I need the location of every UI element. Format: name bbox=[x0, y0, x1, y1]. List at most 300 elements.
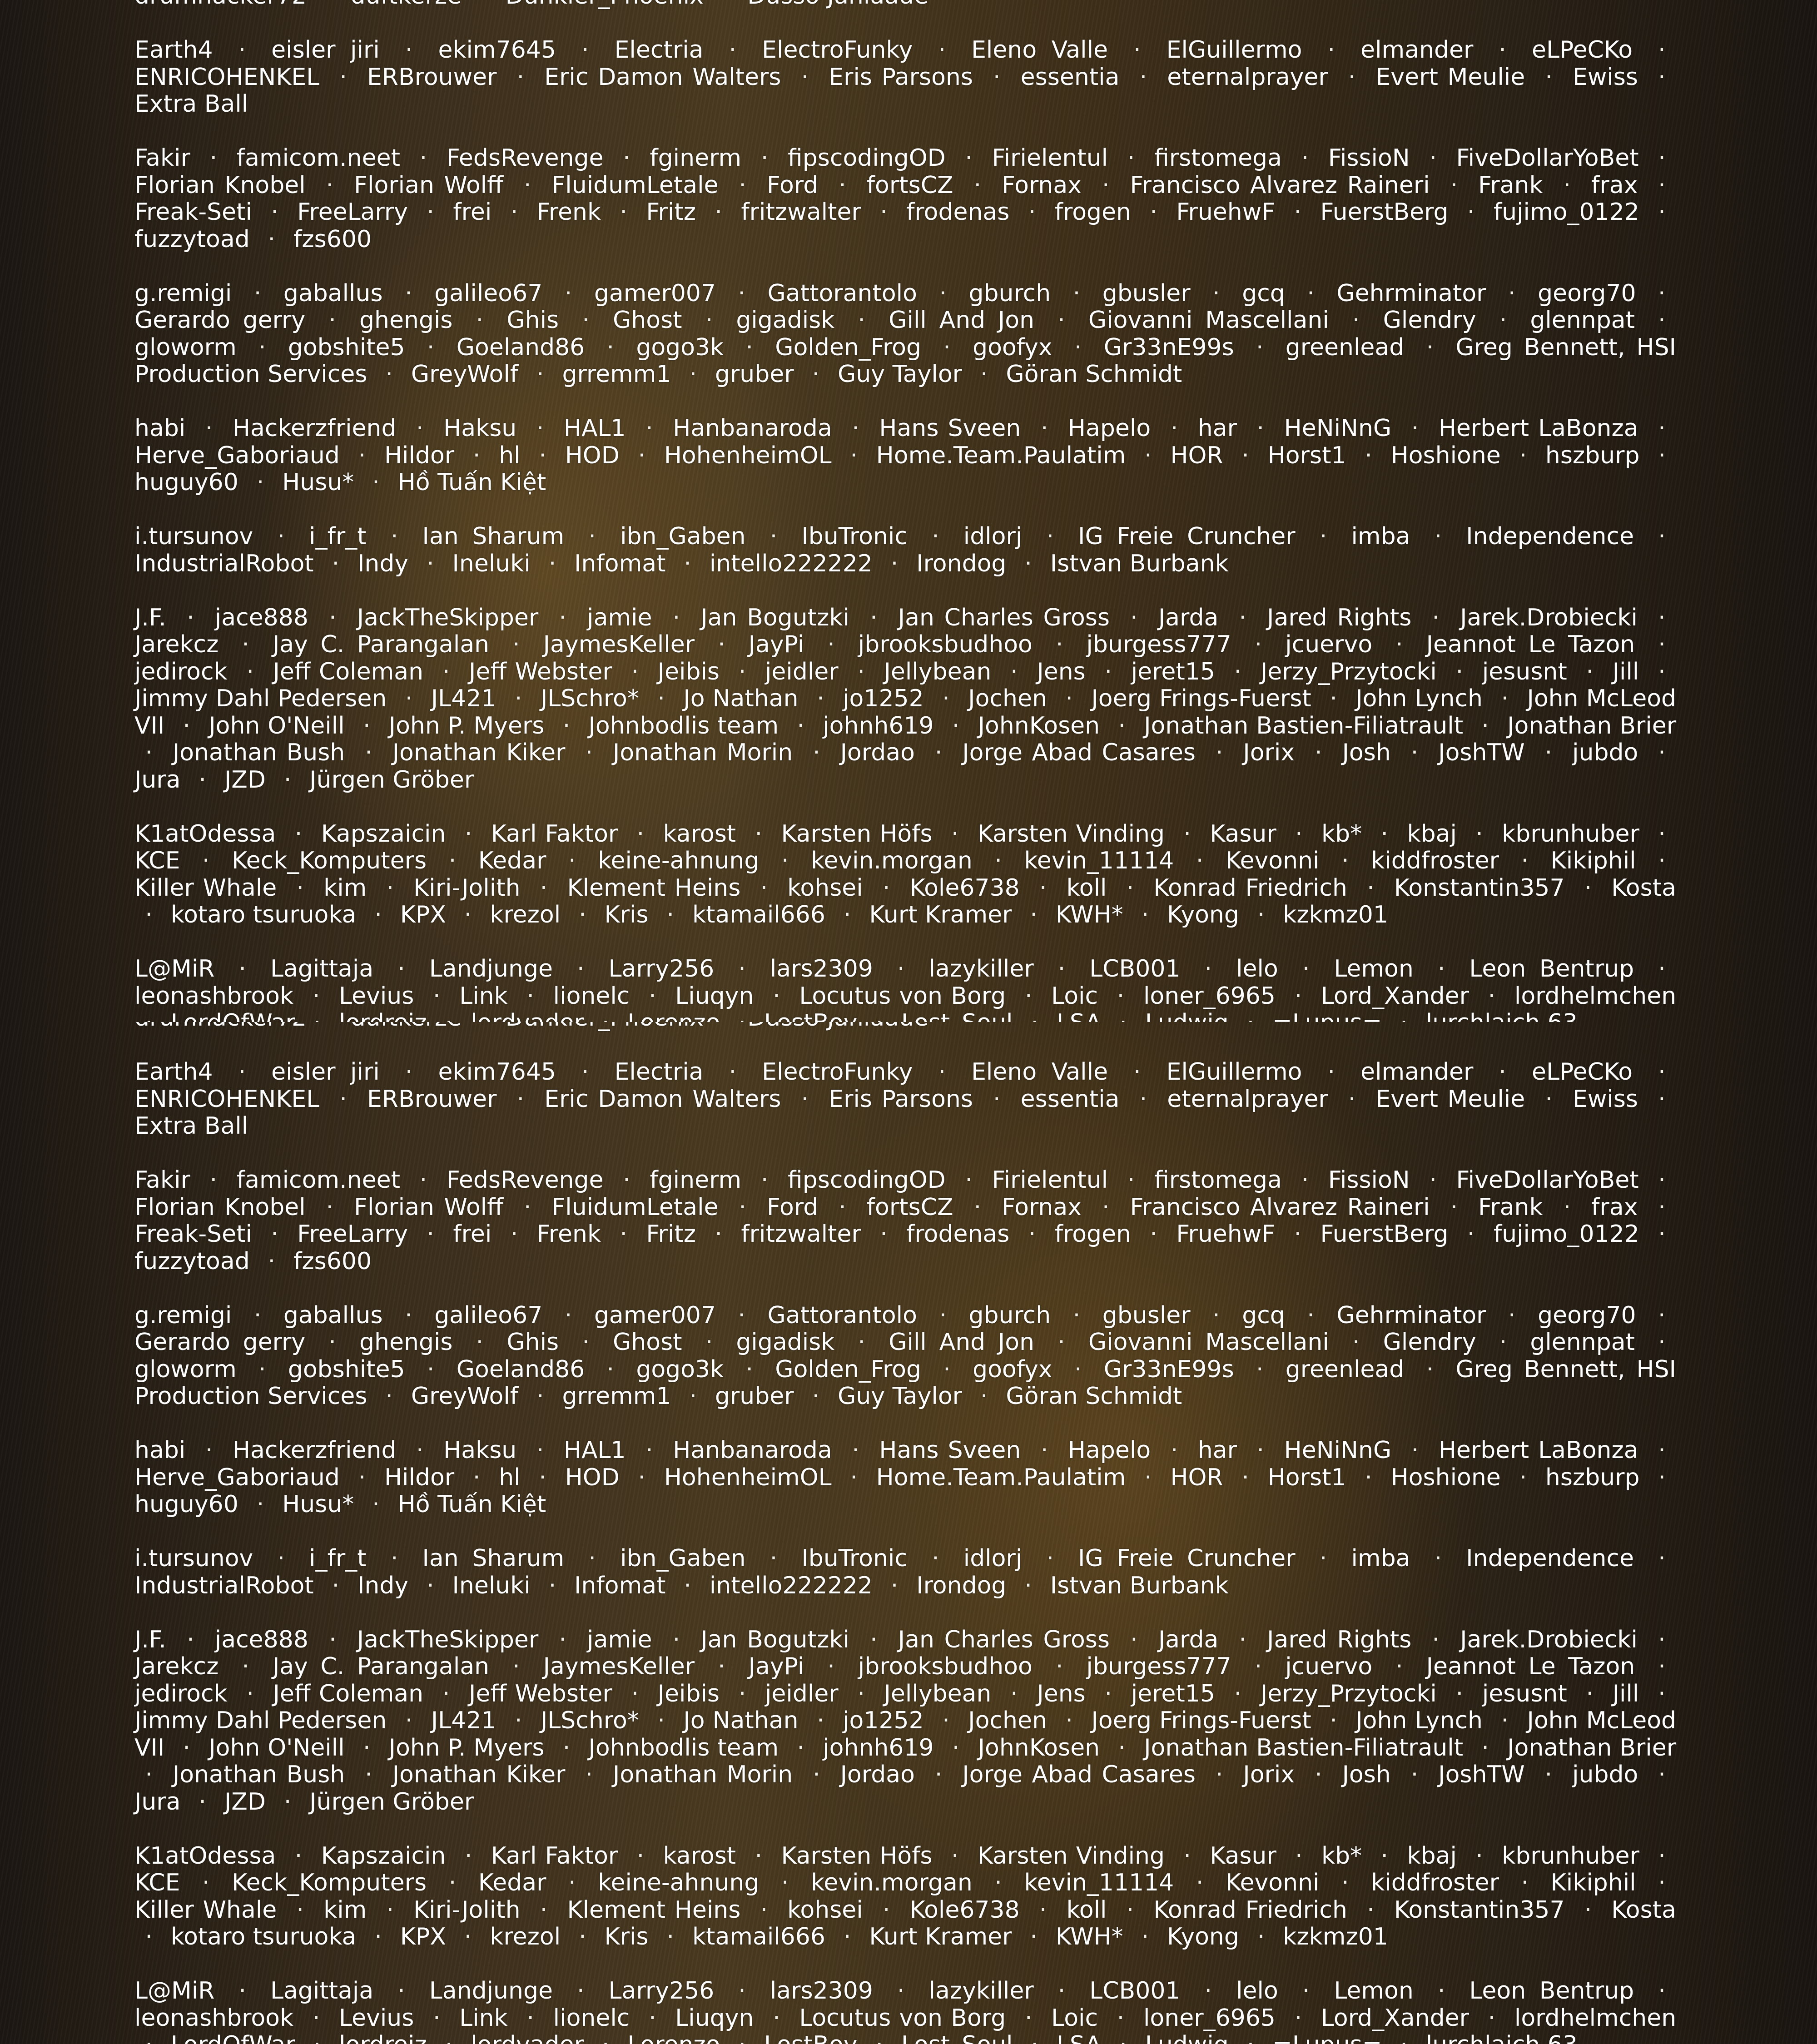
credit-name: Independence bbox=[1466, 523, 1634, 550]
credit-name: Kedar bbox=[478, 847, 546, 874]
separator-dot: · bbox=[134, 1761, 163, 1788]
credit-name: gogo3k bbox=[636, 1356, 724, 1383]
credit-name: eisler jiri bbox=[271, 36, 380, 64]
separator-dot: · bbox=[1123, 36, 1152, 64]
credit-name: idlorj bbox=[963, 1545, 1023, 1572]
separator-dot: · bbox=[1648, 1653, 1676, 1680]
credit-name: JLSchro* bbox=[541, 685, 639, 712]
separator-dot: · bbox=[984, 847, 1013, 874]
credit-name: firstomega bbox=[1154, 144, 1282, 172]
separator-dot: · bbox=[454, 820, 482, 848]
separator-dot: · bbox=[1488, 1058, 1517, 1086]
separator-dot: · bbox=[1648, 307, 1676, 334]
separator-dot: · bbox=[236, 1680, 264, 1707]
separator-dot: · bbox=[1509, 1464, 1537, 1491]
separator-dot: · bbox=[707, 1653, 736, 1680]
credit-name: John O'Neill bbox=[209, 712, 344, 739]
separator-dot: · bbox=[1465, 820, 1494, 848]
credit-name: fujimo_0122 bbox=[1494, 198, 1639, 226]
separator-dot: · bbox=[1648, 1545, 1676, 1572]
credit-name: huguy60 bbox=[134, 1491, 238, 1518]
credit-name: glennpat bbox=[1530, 1329, 1635, 1356]
separator-dot: · bbox=[802, 1761, 831, 1788]
credit-name: IndustrialRobot bbox=[134, 1572, 314, 1599]
credit-name: Independence bbox=[1466, 1545, 1634, 1572]
separator-dot: · bbox=[673, 1572, 702, 1599]
credit-name: kiddfroster bbox=[1371, 1869, 1499, 1896]
separator-dot: · bbox=[673, 550, 702, 577]
separator-dot: · bbox=[954, 1166, 983, 1194]
separator-dot: · bbox=[1471, 712, 1499, 739]
separator-dot: · bbox=[963, 1194, 992, 1221]
separator-dot: · bbox=[1415, 1356, 1444, 1383]
separator-dot: · bbox=[538, 1572, 566, 1599]
separator-dot: · bbox=[568, 901, 597, 928]
separator-dot: · bbox=[1331, 847, 1360, 874]
credit-name: firstomega bbox=[1154, 1166, 1282, 1194]
credit-name: Florian Knobel bbox=[134, 1194, 306, 1221]
separator-dot: · bbox=[1337, 64, 1366, 91]
separator-dot: · bbox=[817, 631, 845, 658]
separator-dot: · bbox=[707, 631, 736, 658]
credit-name: famicom.neet bbox=[237, 1166, 400, 1194]
credit-name: HohenheimOL bbox=[664, 442, 832, 469]
credit-name: FuerstBerg bbox=[1321, 198, 1449, 226]
separator-dot: · bbox=[231, 1653, 260, 1680]
separator-dot: · bbox=[750, 1166, 779, 1194]
credit-name: John McLeod VII bbox=[134, 1707, 1676, 1761]
credit-name: JZD bbox=[224, 766, 266, 794]
credit-name: Gattorantolo bbox=[768, 1302, 917, 1329]
separator-dot: · bbox=[1202, 1302, 1231, 1329]
separator-dot: · bbox=[1028, 1896, 1057, 1924]
credit-name: IndustrialRobot bbox=[134, 550, 314, 577]
credit-name: fipscodingOD bbox=[788, 1166, 946, 1194]
credit-name: John P. Myers bbox=[389, 712, 545, 739]
credit-name: Haksu bbox=[443, 415, 516, 442]
separator-dot: · bbox=[1415, 334, 1444, 361]
credit-name: fzs600 bbox=[293, 226, 372, 253]
separator-dot: · bbox=[394, 1302, 423, 1329]
credit-name: Fakir bbox=[134, 144, 190, 172]
credit-name: georg70 bbox=[1538, 1302, 1636, 1329]
separator-dot: · bbox=[744, 1842, 773, 1870]
credit-name: jburgess777 bbox=[1086, 631, 1231, 658]
credit-name: John Lynch bbox=[1355, 1707, 1483, 1734]
credit-name: Jo Nathan bbox=[683, 685, 798, 712]
separator-dot: · bbox=[504, 685, 533, 712]
credit-name: L@MiR bbox=[134, 955, 214, 982]
credit-name: Loic bbox=[1051, 982, 1098, 1010]
separator-dot: · bbox=[790, 64, 819, 91]
separator-dot: · bbox=[506, 64, 535, 91]
separator-dot: · bbox=[1223, 658, 1252, 685]
credit-name: Electria bbox=[615, 1058, 704, 1086]
separator-dot: · bbox=[529, 1896, 558, 1924]
separator-dot: · bbox=[880, 550, 908, 577]
credit-name: gaballus bbox=[283, 1302, 383, 1329]
credit-name: karost bbox=[663, 1842, 736, 1870]
separator-dot: · bbox=[364, 901, 392, 928]
credit-name: Eleno Valle bbox=[971, 36, 1108, 64]
credit-name: Electria bbox=[615, 36, 704, 64]
credit-name: Jan Charles Gross bbox=[898, 604, 1110, 631]
separator-dot: · bbox=[847, 658, 875, 685]
credit-name: Jerzy_Przytocki bbox=[1261, 1680, 1437, 1707]
separator-dot: · bbox=[1510, 1869, 1539, 1896]
credit-name: leonashbrook bbox=[134, 2004, 293, 2032]
separator-dot: · bbox=[376, 874, 404, 902]
separator-dot: · bbox=[1134, 1464, 1162, 1491]
credit-name: g.remigi bbox=[134, 1302, 232, 1329]
separator-dot: · bbox=[695, 307, 723, 334]
credit-name: huguy60 bbox=[134, 469, 238, 496]
separator-dot: · bbox=[284, 820, 313, 848]
separator-dot: · bbox=[134, 739, 163, 766]
credit-name: ibn_Gaben bbox=[620, 1545, 746, 1572]
separator-dot: · bbox=[928, 280, 957, 307]
separator-dot: · bbox=[1107, 712, 1136, 739]
separator-dot: · bbox=[1291, 1977, 1320, 2004]
credit-name: Gehrminator bbox=[1336, 1302, 1486, 1329]
separator-dot: · bbox=[194, 415, 223, 442]
credit-name: Ford bbox=[767, 172, 818, 199]
credit-name: Johnbodlis team bbox=[589, 1734, 779, 1761]
separator-dot: · bbox=[1342, 307, 1370, 334]
credit-name: i_fr_t bbox=[309, 523, 367, 550]
credit-name: Eleno Valle bbox=[971, 1058, 1108, 1086]
separator-dot: · bbox=[1106, 2004, 1135, 2032]
separator-dot: · bbox=[409, 1166, 437, 1194]
credit-name: hszburp bbox=[1545, 442, 1640, 469]
credit-name: koll bbox=[1067, 874, 1107, 902]
credit-name: J.F. bbox=[134, 1626, 166, 1653]
credit-name: KCE bbox=[134, 1869, 180, 1896]
separator-dot: · bbox=[1030, 1437, 1058, 1464]
credit-name: JLSchro* bbox=[541, 1707, 639, 1734]
credit-name: Jimmy Dahl Pedersen bbox=[134, 685, 387, 712]
credit-name: Ian Sharum bbox=[422, 523, 565, 550]
credit-name: frei bbox=[453, 198, 491, 226]
credit-name: jo1252 bbox=[843, 685, 924, 712]
separator-dot: · bbox=[828, 1194, 857, 1221]
separator-dot: · bbox=[983, 1086, 1011, 1113]
separator-dot: · bbox=[735, 1356, 764, 1383]
credit-name: FreeLarry bbox=[297, 1220, 408, 1248]
separator-dot: · bbox=[771, 847, 799, 874]
separator-dot: · bbox=[575, 739, 603, 766]
separator-dot: · bbox=[417, 334, 445, 361]
separator-dot: · bbox=[1028, 874, 1057, 902]
separator-dot: · bbox=[506, 1086, 535, 1113]
credit-name: Kedar bbox=[478, 1869, 546, 1896]
credit-name: frodenas bbox=[906, 198, 1009, 226]
credit-name: Haksu bbox=[443, 1437, 516, 1464]
separator-dot: · bbox=[228, 955, 257, 982]
credit-name: habi bbox=[134, 1437, 185, 1464]
separator-dot: · bbox=[528, 1464, 557, 1491]
credit-name: Ewiss bbox=[1573, 64, 1638, 91]
separator-dot: · bbox=[558, 1869, 586, 1896]
separator-dot: · bbox=[453, 901, 482, 928]
credit-name: Firielentul bbox=[992, 144, 1108, 172]
credit-name: Lord_Xander bbox=[1321, 982, 1469, 1010]
credit-name: gcq bbox=[1242, 1302, 1285, 1329]
separator-dot: · bbox=[526, 361, 555, 388]
credit-name: FissioN bbox=[1328, 1166, 1410, 1194]
separator-dot: · bbox=[192, 1869, 220, 1896]
separator-dot: · bbox=[352, 1734, 381, 1761]
credit-name: Hoshione bbox=[1391, 442, 1501, 469]
separator-dot: · bbox=[1246, 415, 1275, 442]
credit-name: Jorge Abad Casares bbox=[962, 1761, 1196, 1788]
separator-dot: · bbox=[1440, 172, 1468, 199]
credit-name: Gill And Jon bbox=[889, 307, 1034, 334]
credit-name: FruehwF bbox=[1176, 198, 1275, 226]
credit-name: Home.Team.Paulatim bbox=[876, 442, 1126, 469]
separator-dot: · bbox=[228, 1977, 257, 2004]
separator-dot: · bbox=[1139, 198, 1168, 226]
separator-dot: · bbox=[1117, 1166, 1145, 1194]
separator-dot: · bbox=[1534, 64, 1563, 91]
credit-name: ekim7645 bbox=[438, 1058, 556, 1086]
credit-name: Ford bbox=[767, 1194, 818, 1221]
credit-name: John McLeod VII bbox=[134, 685, 1676, 739]
credit-name: John O'Neill bbox=[209, 1734, 344, 1761]
credit-name: Jan Bogutzki bbox=[700, 604, 849, 631]
credit-name: HOR bbox=[1170, 442, 1223, 469]
separator-dot: · bbox=[1648, 1761, 1676, 1788]
separator-dot: · bbox=[248, 1356, 277, 1383]
separator-dot: · bbox=[246, 1491, 274, 1518]
separator-dot: · bbox=[1400, 739, 1429, 766]
credit-name: Eric Damon Walters bbox=[544, 1086, 781, 1113]
credit-name: Keck_Komputers bbox=[232, 1869, 427, 1896]
separator-dot: · bbox=[1471, 1734, 1499, 1761]
credit-name: Istvan Burbank bbox=[1050, 550, 1229, 577]
credit-name: kotaro tsuruoka bbox=[171, 901, 357, 928]
credit-name: Greg Bennett, HSI Production Services bbox=[134, 334, 1676, 388]
separator-dot: · bbox=[1370, 1842, 1399, 1870]
separator-dot: · bbox=[504, 1707, 533, 1734]
separator-dot: · bbox=[465, 307, 494, 334]
credit-name: GreyWolf bbox=[411, 361, 518, 388]
separator-dot: · bbox=[1648, 36, 1676, 64]
credit-name: frax bbox=[1591, 172, 1638, 199]
credit-name: johnh619 bbox=[823, 712, 933, 739]
credit-name: Ineluki bbox=[452, 550, 531, 577]
credit-name: Extra Ball bbox=[134, 1112, 248, 1140]
credit-name: Goeland86 bbox=[457, 334, 585, 361]
credit-name: i.tursunov bbox=[134, 523, 253, 550]
credit-name: GreyWolf bbox=[411, 1383, 518, 1410]
separator-dot: · bbox=[231, 631, 260, 658]
credit-name: Hapelo bbox=[1068, 1437, 1151, 1464]
credit-name: Extra Ball bbox=[134, 90, 248, 118]
separator-dot: · bbox=[1317, 1058, 1345, 1086]
separator-dot: · bbox=[833, 901, 862, 928]
credit-name: Jeannot Le Tazon bbox=[1426, 631, 1635, 658]
separator-dot: · bbox=[1534, 739, 1563, 766]
credit-name: Herve_Gaboriaud bbox=[134, 1464, 340, 1491]
credit-name: FuerstBerg bbox=[1321, 1220, 1449, 1248]
separator-dot: · bbox=[406, 415, 434, 442]
credit-name: jeidler bbox=[765, 658, 839, 685]
credit-name: Fritz bbox=[646, 1220, 696, 1248]
credit-name: gigadisk bbox=[736, 1329, 834, 1356]
credit-name: JaymesKeller bbox=[543, 631, 695, 658]
separator-dot: · bbox=[528, 442, 557, 469]
credit-name: Hapelo bbox=[1068, 415, 1151, 442]
separator-dot: · bbox=[1648, 280, 1676, 307]
separator-dot: · bbox=[1018, 1220, 1046, 1248]
separator-dot: · bbox=[1062, 1302, 1091, 1329]
separator-dot: · bbox=[1370, 820, 1399, 848]
separator-dot: · bbox=[1648, 1302, 1676, 1329]
credit-name: goofyx bbox=[973, 334, 1052, 361]
separator-dot: · bbox=[1036, 523, 1064, 550]
credit-name: gobshite5 bbox=[288, 1356, 405, 1383]
separator-dot: · bbox=[526, 1437, 554, 1464]
credit-name: Kapszaicin bbox=[321, 1842, 446, 1870]
credit-name: kbrunhuber bbox=[1502, 820, 1639, 848]
credit-name: Levius bbox=[339, 2004, 414, 2032]
separator-dot: · bbox=[387, 1977, 416, 2004]
separator-dot: · bbox=[1030, 415, 1058, 442]
credit-name: grremm1 bbox=[562, 361, 671, 388]
separator-dot: · bbox=[394, 36, 423, 64]
separator-dot: · bbox=[1014, 982, 1043, 1010]
credit-name: Irondog bbox=[916, 1572, 1006, 1599]
credit-name: KPX bbox=[400, 1923, 446, 1950]
credit-name: Karsten Höfs bbox=[781, 820, 932, 848]
credit-name: Jill bbox=[1613, 658, 1639, 685]
credit-name: kb* bbox=[1321, 820, 1362, 848]
credit-name: IG Freie Cruncher bbox=[1078, 1545, 1295, 1572]
credit-name: Jarekcz bbox=[134, 631, 218, 658]
credit-name: gcq bbox=[1242, 280, 1285, 307]
credit-name: Jordao bbox=[840, 739, 915, 766]
credit-name: lionelc bbox=[553, 2004, 630, 2032]
credit-name: lordhelmchen bbox=[1514, 982, 1676, 1010]
credit-name: Hildor bbox=[384, 1464, 454, 1491]
separator-dot: · bbox=[1488, 36, 1517, 64]
separator-dot: · bbox=[1427, 1977, 1455, 2004]
credit-name: Firielentul bbox=[992, 1166, 1108, 1194]
credit-name: hl bbox=[499, 1464, 520, 1491]
credit-name: krezol bbox=[490, 1923, 561, 1950]
credit-name: Frenk bbox=[537, 198, 601, 226]
separator-dot: · bbox=[1648, 1842, 1676, 1870]
credit-name: Kikiphil bbox=[1551, 847, 1636, 874]
separator-dot: · bbox=[1648, 1166, 1676, 1194]
separator-dot: · bbox=[454, 1842, 482, 1870]
separator-dot: · bbox=[728, 1194, 757, 1221]
separator-dot: · bbox=[273, 766, 302, 794]
separator-dot: · bbox=[416, 550, 445, 577]
credit-name: Fritz bbox=[646, 198, 696, 226]
separator-dot: · bbox=[762, 2004, 791, 2032]
credit-name: Kris bbox=[605, 901, 649, 928]
separator-dot: · bbox=[394, 280, 423, 307]
separator-dot: · bbox=[1575, 658, 1604, 685]
credit-name: FissioN bbox=[1328, 144, 1410, 172]
credit-name: Francisco Alvarez Raineri bbox=[1130, 172, 1430, 199]
separator-dot: · bbox=[847, 1680, 875, 1707]
credit-name: HAL1 bbox=[564, 415, 626, 442]
credit-name: idlorj bbox=[963, 523, 1023, 550]
credit-name: Klement Heins bbox=[567, 1896, 740, 1924]
credit-name: Kevonni bbox=[1226, 1869, 1319, 1896]
credit-name: Jorix bbox=[1243, 739, 1295, 766]
separator-dot: · bbox=[1244, 1653, 1272, 1680]
credit-name: IG Freie Cruncher bbox=[1078, 523, 1295, 550]
separator-dot: · bbox=[1534, 1086, 1563, 1113]
credit-name: fginerm bbox=[650, 144, 741, 172]
separator-dot: · bbox=[718, 36, 747, 64]
separator-dot: · bbox=[1304, 739, 1333, 766]
separator-dot: · bbox=[828, 172, 857, 199]
credit-name: Infomat bbox=[574, 1572, 665, 1599]
separator-dot: · bbox=[1419, 1166, 1447, 1194]
credit-name: HeNiNnG bbox=[1284, 1437, 1392, 1464]
credit-name: Herbert LaBonza bbox=[1439, 415, 1638, 442]
separator-dot: · bbox=[786, 1734, 815, 1761]
credit-name: jubdo bbox=[1572, 739, 1638, 766]
separator-dot: · bbox=[621, 658, 649, 685]
credit-name: IbuTronic bbox=[801, 1545, 907, 1572]
credit-name: eLPeCKo bbox=[1532, 36, 1633, 64]
separator-dot: · bbox=[1648, 1680, 1676, 1707]
separator-dot: · bbox=[1285, 1842, 1313, 1870]
separator-dot: · bbox=[1291, 144, 1319, 172]
credit-name: K1atOdessa bbox=[134, 820, 276, 848]
separator-dot: · bbox=[647, 1707, 675, 1734]
separator-dot: · bbox=[176, 1626, 205, 1653]
credit-name: LCB001 bbox=[1089, 1977, 1180, 2004]
separator-dot: · bbox=[176, 604, 205, 631]
separator-dot: · bbox=[257, 1248, 286, 1275]
credit-name: Konrad Friedrich bbox=[1153, 874, 1347, 902]
credit-name: Hoshione bbox=[1391, 1464, 1501, 1491]
separator-dot: · bbox=[552, 1734, 581, 1761]
credit-name: imba bbox=[1351, 523, 1410, 550]
credit-name: Herbert LaBonza bbox=[1439, 1437, 1638, 1464]
separator-dot: · bbox=[1648, 1977, 1676, 2004]
separator-dot: · bbox=[941, 1842, 969, 1870]
separator-dot: · bbox=[1385, 1653, 1414, 1680]
separator-dot: · bbox=[1000, 658, 1028, 685]
credit-name: lelo bbox=[1236, 955, 1278, 982]
separator-dot: · bbox=[1445, 1680, 1474, 1707]
credit-name: Jarda bbox=[1158, 604, 1219, 631]
separator-dot: · bbox=[1648, 1626, 1676, 1653]
credit-name: ghengis bbox=[359, 307, 452, 334]
separator-dot: · bbox=[1019, 1923, 1048, 1950]
separator-dot: · bbox=[526, 1383, 555, 1410]
credit-name: lazykiller bbox=[929, 1977, 1034, 2004]
separator-dot: · bbox=[880, 1572, 908, 1599]
credit-name: FruehwF bbox=[1176, 1220, 1275, 1248]
separator-dot: · bbox=[352, 712, 381, 739]
credit-name: Kyong bbox=[1167, 1923, 1239, 1950]
separator-dot: · bbox=[302, 982, 330, 1010]
separator-dot: · bbox=[513, 1194, 542, 1221]
separator-dot: · bbox=[1400, 1437, 1429, 1464]
separator-dot: · bbox=[771, 1869, 799, 1896]
credit-name: Jonathan Morin bbox=[613, 739, 793, 766]
credit-name: Freak-Seti bbox=[134, 198, 252, 226]
